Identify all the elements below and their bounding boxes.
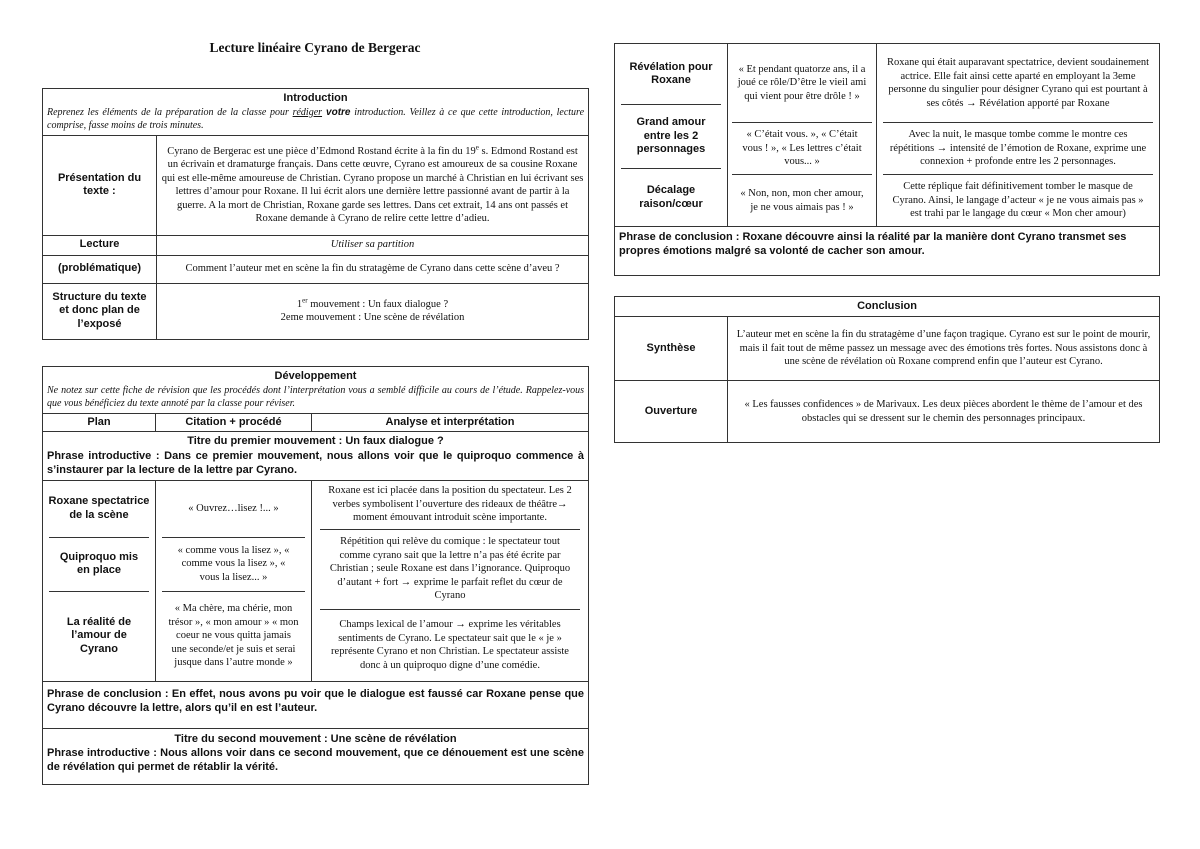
movement-2-conclusion: Phrase de conclusion : Roxane découvre ainsi la réalité par la manière dont Cyrano transmet ses propres émotions malgré sa volonté de cacher son amour. [619, 231, 1127, 257]
presentation-label: Présentation du texte : [43, 135, 157, 235]
movement-2-plan-column [615, 44, 728, 227]
lecture-content: Utiliser sa partition [157, 235, 589, 255]
structure-label: Structure du texte et donc plan de l’exposé [43, 283, 157, 339]
presentation-sup: e [475, 143, 479, 151]
conclusion-heading: Conclusion [615, 297, 1160, 317]
analyse-revelation: Roxane qui était auparavant spectatrice, devient soudainement actrice. Elle fait ainsi cette aparté en employant la 3eme personne du singulier pour désigner Cyrano qui est pourtant à ses côtés → Révélation apporté par Roxane [886, 57, 1150, 109]
movement-1-intro: Phrase introductive : Dans ce premier mouvement, nous allons voir que le quiproquo commence à s’instaurer par la lecture de la lettre par Cyrano. [47, 449, 585, 476]
movement-1-analyse-column [312, 480, 589, 681]
movement-1-header [43, 432, 589, 481]
structure-line-1-num: 1 [296, 298, 303, 310]
column-citation: Citation + procédé [156, 413, 312, 432]
developpement-instruction: Ne notez sur cette fiche de révision que les procédés dont l’interprétation vous a semblé difficile au cours de l’étude. Rappelez-vous que vous bénéficiez du texte annoté par la classe pour réviser. [47, 384, 585, 409]
analyse-quiproquo: Répétition qui relève du comique : le spectateur tout comme cyrano sait que la lettre n’a pas été écrite par Christian ; seule Roxane est dans l’ignorance. Quiproquo d’autant + fort → exprime le parfait reflet du cœur de Cyrano [320, 529, 580, 609]
movement-2-conclusion-cell [615, 227, 1160, 276]
problematique-content: Comment l’auteur met en scène la fin du stratagème de Cyrano dans cette scène d’aveu ? [157, 255, 589, 283]
instruction-text-end: introduction. Veillez à ce que cette introduction, lecture comprise, fasse moins de trois minutes. [47, 106, 585, 131]
movement-2-analyse-column [877, 44, 1160, 227]
conclusion-table [614, 296, 1160, 443]
problematique-label: (problématique) [43, 255, 157, 283]
presentation-content [157, 135, 589, 235]
column-analyse: Analyse et interprétation [312, 413, 589, 432]
movement-1-title: Titre du premier mouvement : Un faux dialogue ? [187, 435, 444, 447]
introduction-instruction [47, 106, 584, 132]
structure-line-1 [161, 298, 584, 312]
movement-1-conclusion-cell [43, 681, 589, 728]
analyse-decalage: Cette réplique fait définitivement tomber le masque de Cyrano. Ainsi, le langage d’acteur « je ne vous aimais pas » est trahi par le langage du cœur « Mon cher amour) [883, 174, 1153, 226]
analyse-realite-amour: Champs lexical de l’amour → exprime les véritables sentiments de Cyrano. Le spectateur sait que le « je » représente Cyrano et non Christian. Le spectateur assiste donc à un quiproquo digne d’une comédie. [320, 609, 580, 681]
instruction-underlined: rédiger [292, 106, 323, 118]
synthese-label: Synthèse [615, 317, 728, 381]
synthese-content: L’auteur met en scène la fin du stratagème d’une façon tragique. Cyrano est sur le point de mourir, mais il fait tout de même passez un message avec des émotions très fortes. Nous assistons donc à une scène de révélation où Roxane comprend enfin que l’auteur est Cyrano. [728, 317, 1160, 381]
column-plan: Plan [43, 413, 156, 432]
movement-2-intro: Phrase introductive : Nous allons voir dans ce second mouvement, que ce dénouement est une scène de révélation qui permet de rétablir la vérité. [47, 747, 585, 773]
introduction-table [42, 88, 589, 340]
citation-ma-chere: « Ma chère, ma chérie, mon trésor », « mon amour » « mon coeur ne vous quitta jamais une seconde/et je suis et serai jusque dans l’autre monde » [162, 591, 305, 681]
movement-2-title: Titre du second mouvement : Une scène de révélation [174, 732, 457, 745]
plan-realite-amour: La réalité de l’amour de Cyrano [49, 591, 149, 681]
movement-1-conclusion: Phrase de conclusion : En effet, nous avons pu voir que le dialogue est faussé car Roxane pense que Cyrano découvre la lettre, alors qu’il en est l’auteur. [47, 687, 585, 714]
lecture-label: Lecture [43, 235, 157, 255]
citation-comme-vous-la-lisez: « comme vous la lisez », « comme vous la lisez », « vous la lisez... » [162, 537, 305, 591]
plan-roxane-spectatrice: Roxane spectatrice de la scène [48, 495, 150, 521]
plan-grand-amour: Grand amour entre les 2 personnages [621, 104, 721, 168]
movement-2-header [43, 728, 589, 785]
movement-2-citation-column [728, 44, 877, 227]
introduction-heading: Introduction [283, 92, 348, 104]
presentation-text: Cyrano de Bergerac est une pièce d’Edmond Rostand écrite à la fin du 19 [167, 145, 476, 157]
plan-quiproquo: Quiproquo mis en place [49, 537, 149, 591]
plan-decalage: Décalage raison/cœur [621, 168, 721, 226]
developpement-heading: Développement [274, 370, 357, 382]
structure-content [157, 283, 589, 339]
introduction-header [43, 89, 589, 136]
movement-1-citation-column [156, 480, 312, 681]
structure-line-1-sup: er [302, 296, 308, 304]
ouverture-label: Ouverture [615, 381, 728, 443]
analyse-roxane-spectatrice: Roxane est ici placée dans la position du spectateur. Les 2 verbes symbolisent l’ouverture des rideaux de théâtre→ moment émouvant introduit scène importante. [328, 485, 572, 524]
movement-2-table [614, 43, 1160, 276]
presentation-text-end: s. Edmond Rostand est un écrivain et dramaturge français. Dans cette œuvre, Cyrano est amoureux de sa cousine Roxane qui est elle-même amoureuse de Christian. Cyrano propose un marché à Christian en lui écrivant ses lettres d’amour pour Roxane. Il lui écrit alors une dernière lettre passionné avant de partir à la guerre. A la mort de Christian, Roxane garde ses lettres. Dans cet extrait, 14 ans ont passés et Roxane demande à Cyrano de relire cette lettre d’adieu. [161, 145, 584, 224]
developpement-table [42, 366, 589, 785]
citation-quatorze-ans: « Et pendant quatorze ans, il a joué ce rôle/D’être le vieil ami qui vient pour être drôle ! » [737, 63, 867, 102]
instruction-text: Reprenez les éléments de la préparation de la classe pour [47, 106, 293, 118]
developpement-header [43, 367, 589, 414]
instruction-bold: votre [322, 106, 351, 118]
ouverture-content: « Les fausses confidences » de Marivaux. Les deux pièces abordent le thème de l’amour et des obstacles qui se dressent sur le chemin des personnages principaux. [728, 381, 1160, 443]
citation-non-mon-cher-amour: « Non, non, mon cher amour, je ne vous aimais pas ! » [732, 174, 872, 226]
page-title: Lecture linéaire Cyrano de Bergerac [209, 40, 421, 55]
structure-line-1-text: mouvement : Un faux dialogue ? [307, 298, 449, 310]
structure-line-2: 2eme mouvement : Une scène de révélation [280, 312, 465, 323]
movement-1-plan-column [43, 480, 156, 681]
citation-c-etait-vous: « C’était vous. », « C’était vous ! », « Les lettres c’était vous... » [732, 122, 872, 174]
citation-ouvrez: « Ouvrez…lisez !... » [188, 502, 279, 514]
analyse-grand-amour: Avec la nuit, le masque tombe comme le montre ces répétitions → intensité de l’émotion de Roxane, exprime une connexion + profonde entre les 2 personnages. [883, 122, 1153, 174]
plan-revelation-roxane: Révélation pour Roxane [629, 60, 713, 86]
